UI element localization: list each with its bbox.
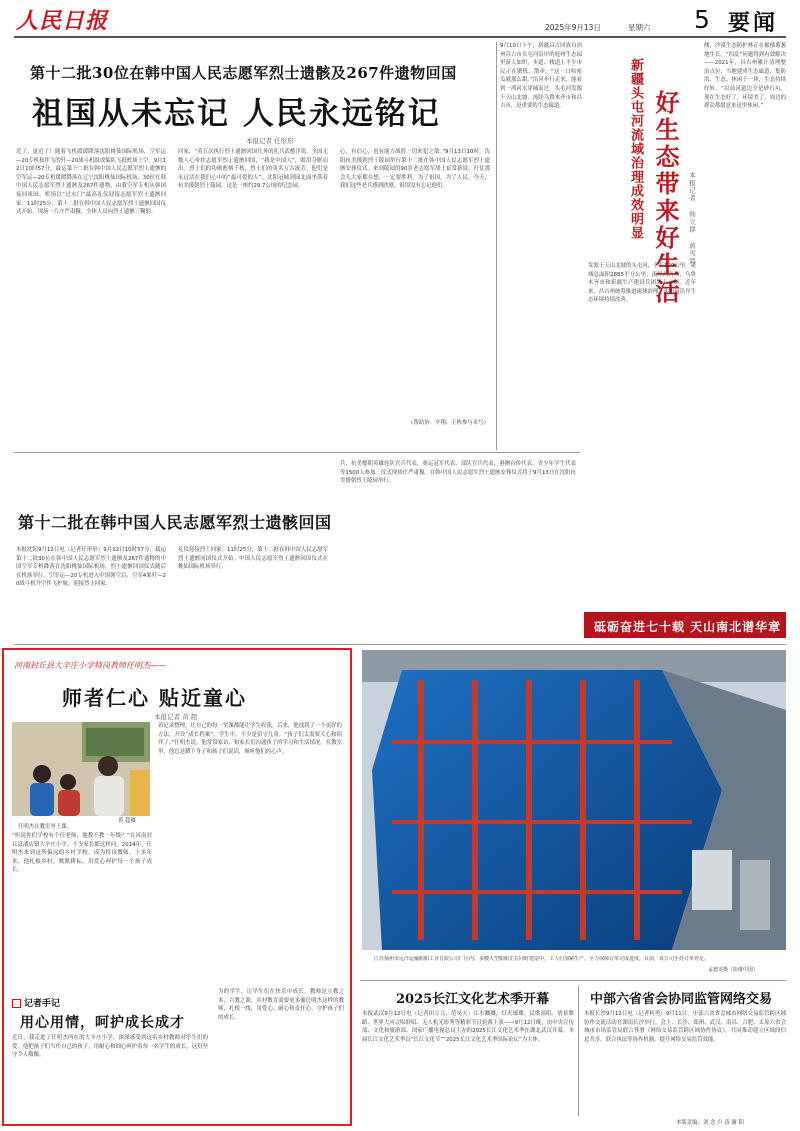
teacher-column-2: 着记录整理，让自己的每一堂课都能让学生收获。后来，他找到了一个更好的方法，开设“成长档案”。学生中，不少是留守儿童。“孩子们太需要关心和陪伴了。”任明杰说。他常常家访，和家长们沟通孩子的学习和生活情况。在教室里，他总是蹲下身子和孩子们说话，倾听他们的心声。 [158,723,342,755]
section-title: 要闻 [728,10,779,36]
note-icon [12,999,21,1008]
reporter-note-title: 用心用情，呵护成长成才 [20,1015,185,1031]
reporter-note-tag-text: 记者手记 [24,999,61,1009]
second-column-2: 礼仪迎接烈士回家。11时25分，第十二批在韩中国人民志愿军烈士遗骸回国仪式开始。中国人民志愿军烈士遗骸回国仪式在桃仙国际机场举行。 [178,547,328,571]
green-byline: 本报记者 韩立群 蒋雪鸿 [688,172,696,265]
green-banner-text: 砥砺奋进七十载 天山南北谱华章 [594,620,782,634]
section-divider [14,452,580,453]
issue-date: 2025年9月13日 [545,23,601,32]
teacher-byline: 本报记者 黄 超 [154,713,198,721]
lead-column-1: 近了，更近了！随着飞机缓缓降落沈阳桃仙国际机场，空军运—20专机和伴飞的歼—20战斗机组成编队飞抵机场上空。9月12日10时57分，载运第十二批在韩中国人民志愿军烈士遗骸的空军运—20专机缓缓降落在辽宁沈阳桃仙国际机场，30位在韩中国人民志愿军烈士遗骸及267件遗物，由我空军专机从韩国接回祖国。机场以“过水门”最高礼仪迎接志愿军烈士遗骸回家。11时25分，第十二批在韩中国人民志愿军烈士遗骸回国仪式开始。现场一片庄严肃穆，全体人员向烈士遗骸三鞠躬。 [16,149,166,216]
art-title: 2025长江文化艺术季开幕 [396,992,550,1007]
second-title: 第十二批在韩中国人民志愿军烈士遗骸回国 [18,513,332,532]
green-column-1: 9月10日下午，新疆昌吉回族自治州昌吉市头屯河沿岸的庭州生态园里游人如织，步道、栈道上不少市民正在锻炼、散步。“这一口哈密瓜就那么甜。”沿河步行走来，能看到一湾河水穿城而过。头屯河发源于天山北坡，流经乌鲁木齐市和昌吉市，是重要的生态廊道。 [500,43,582,110]
section-divider-2 [14,644,786,645]
lead-credit: （帮助协：辛翔、王栋参与采写） [408,420,489,426]
green-column-3: 侧，沙漠生态防护林正在郁郁葱葱地生长。“四乱”问题得到有效解决——2021年，昌吉州累计清理整治点位；当地建成生态廊道，集防洪、生态、休闲于一体，生态持续好转。“以前河道边全是砂石坑，现在生态好了，环境美了，周边的群众都愿意来这里休闲。” [704,43,786,110]
teacher-kicker: 河南封丘县大辛庄小学特岗教师任明杰—— [14,661,166,670]
ship-hull-illustration [362,650,786,950]
newspaper-logo: 人民日报 [16,8,109,34]
green-column-2: 发源于天山北坡的头屯河，全长190公里，流域总面积2885平方公里，流经昌吉州、乌鲁木齐市和新疆生产建设兵团第十二师。近年来，昌吉州统筹推进流域治理，头屯河沿岸生态环境持续改善。 [588,263,696,304]
art-body: 本报武汉9月12日电（记者田豆豆、范昊天）江水溅溅，灯火璀璨。民歌演唱、情景舞蹈、世界大河合唱联唱、无人机光影秀等精彩节目轮番上演——9月12日晚，由中央宣传部、文化和旅游部、国家广播电视总局主办的2025长江文化艺术季在湖北武汉开幕。本届长江文化艺术季以“长江文化节”“2025长江文化艺术季国际论坛”为主体。 [362,1011,574,1043]
reporter-note-body-2: 为的学生，让学生们在快乐中成长。教师是立教之本、兴教之源。乡村教育需要更多像任明杰这样的教师，扎根一线，用爱心、耐心和责任心，守护孩子们的成长。 [218,989,344,1021]
shipyard-credit: 孟德龙摄（影像中国） [708,967,759,973]
shipyard-caption: 江苏扬州市远洋运输船舶工业有限公司厂区内，多艘大型船舶正在同时建造中，工人们加紧生产，全力保障订单完成进度。目前，该公司手持订单充足。 [374,956,710,962]
shipyard-photo [362,650,786,950]
teacher-photo [12,722,150,816]
page-editor: 本版责编：刘 念 卢 涛 谢 阳 [676,1120,744,1126]
lead-title: 祖国从未忘记 人民永远铭记 [32,96,441,132]
photo-divider [360,980,786,981]
second-column-3: 兵，抗美援朝英雄连队官兵代表，奥运冠军代表，部队官兵代表，港澳台侨代表，青少年学生代表等1500人参加。仪式现场庄严肃穆。在韩中国人民志愿军烈士遗骸安葬仪式将于9月13日在沈阳抗美援朝烈士陵园举行。 [340,461,576,485]
supervise-title: 中部六省省会协同监管网络交易 [590,992,773,1007]
reporter-note-tag [12,996,60,1009]
lead-kicker: 第十二批30位在韩中国人民志愿军烈士遗骸及267件遗物回国 [30,64,457,82]
photo-caption: 任明杰在教室里上课。 [18,824,72,830]
bottom-divider [578,986,579,1116]
teacher-column-1: “听说你们学校有个任老师，他教不教一年级？”在河南封丘县潘店镇大辛庄小学，不少家长都这样问。2014年，任明杰来到这所偏远的乡村学校，成为特岗教师。十多年来，他扎根乡村，默默耕耘，用爱心呵护每一个孩子成长。 [12,833,152,874]
reporter-note-body: 近日，我走进了任明杰所在的大辛庄小学，深深感受到这名乡村教师对学生们的爱。他把孩子们当作自己的孩子，用耐心和细心呵护着每一名学生的成长，这份坚守令人敬佩。 [12,1035,208,1059]
teacher-title: 师者仁心 贴近童心 [62,686,247,710]
supervise-body: 本报长沙9月12日电（记者何勇）9月11日，中部六省省会城市网络交易监管跨区域协作交流活动在湖南长沙举行。会上，长沙、郑州、武汉、南昌、合肥、太原六省会城市市场监管局联合签署《网络交易监管跨区域协作协议》，共同推动建立区域间信息共享、联合执法等协作机制，提升网络交易监管效能。 [584,1011,786,1043]
page-number: 5 [694,5,710,34]
green-title: 好生态带来好生活 [651,90,680,306]
lead-column-3: 心，有信心，也有能力战胜一切来犯之敌。”9月13日10时，沈阳抗美援朝烈士陵园举行第十二批在韩中国人民志愿军烈士遗骸安葬仪式。来到陵园的90岁老志愿军战士崔常新说，打仗那会儿大家都在想，一定要胜利，为了祖国，为了人民。今天，我们这些老兵感到欣慰，祖国没有忘记他们。 [340,149,490,190]
issue-weekday: 星期六 [628,23,651,32]
masthead-rule [14,36,786,38]
green-subtitle: 新疆头屯河流域治理成效明显 [628,58,643,240]
lead-byline: 本报记者 任形形 [246,137,294,145]
green-banner [584,612,786,638]
second-column-1: 本报沈阳9月12日电（记者任形形）9月12日10时57分，载运第十二批30位在韩中国人民志愿军烈士遗骸及267件遗物的中国空军专机降落在沈阳桃仙国际机场，烈士遗骸回国仪式随后在机场举行。空军运—20专机进入中国领空后，空军4架歼—20战斗机升空伴飞护航，迎接烈士回家。 [16,547,166,588]
photo-credit: 黄 超摄 [118,818,136,824]
column-divider [496,42,497,450]
classroom-illustration [12,722,150,816]
lead-column-2: 回家，“英五次执行烈士遗骸回国任务的礼兵武楷洋说。全国无数人心牵挂志愿军烈士遗骸回国，“我是中国人”，眼泪夺眶而出。烈士们的功勋彪炳千秋，烈士们的英名万古流芳。他们是永远活在我们心中的“最可爱的人”。沈阳冠城剑园北面坐落着抗美援朝烈士陵园，这是一座约29.7公顷的纪念园。 [178,149,328,190]
